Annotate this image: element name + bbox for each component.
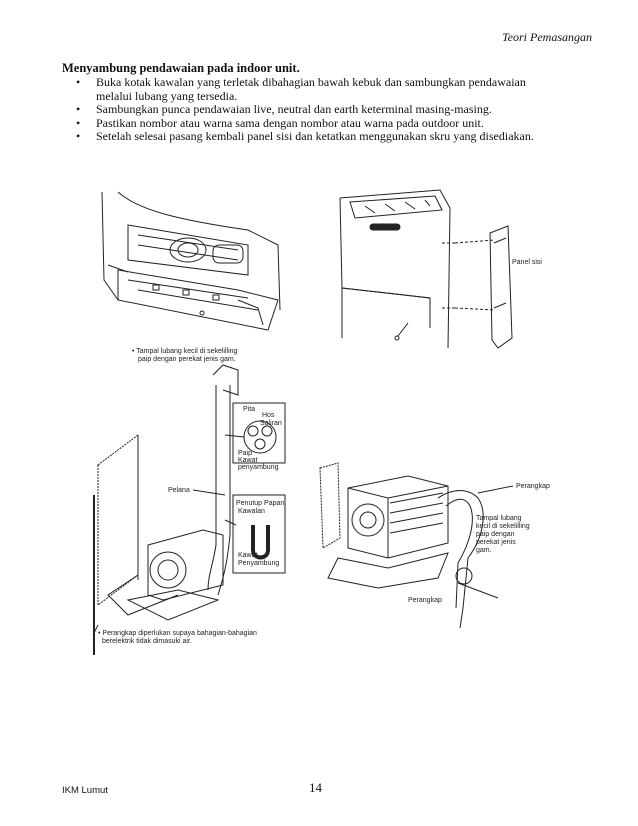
label-tampal-1: Tampal lubang xyxy=(476,515,522,522)
note-bottom-line2: berelektrik tidak dimasuki air. xyxy=(102,638,192,645)
label-kawat2: Kawat xyxy=(238,552,258,559)
label-perangkap-bottom: Perangkap xyxy=(408,597,442,604)
bullet-icon: • xyxy=(76,102,81,117)
bullet-list xyxy=(62,76,562,144)
bullet-icon: • xyxy=(76,75,81,89)
label-kawalan: Kawalan xyxy=(238,508,265,515)
outdoor-unit-piping-figure xyxy=(88,345,303,655)
label-kawat: Kawat xyxy=(238,457,258,464)
label-pelana: Pelana xyxy=(168,487,190,494)
bullet-text: Buka kotak kawalan yang terletak dibahagian bawah kebuk dan sambungkan pendawaian melalui lubang yang tersedia. xyxy=(96,75,526,103)
list-item xyxy=(62,76,562,103)
outdoor-unit-trap-figure xyxy=(318,458,563,633)
side-panel-figure xyxy=(330,188,555,358)
label-tampal-5: gam. xyxy=(476,547,492,554)
bullet-icon: • xyxy=(76,129,81,144)
footer-institution: IKM Lumut xyxy=(62,785,108,796)
header-section-name: Teori Pemasangan xyxy=(502,30,592,44)
list-item xyxy=(62,103,562,117)
page-number: 14 xyxy=(309,780,322,795)
note-top-line1: • Tampal lubang kecil di sekelilling xyxy=(132,348,238,355)
label-perangkap-top: Perangkap xyxy=(516,483,550,490)
list-item xyxy=(62,117,562,131)
label-penyambung: penyambung xyxy=(238,464,279,471)
label-penutup: Penutup Papan xyxy=(236,500,285,507)
label-saliran: Saliran xyxy=(260,420,282,427)
indoor-unit-control-box-figure xyxy=(98,190,298,340)
section-title: Menyambung pendawaian pada indoor unit. xyxy=(62,61,300,75)
label-pita: Pita xyxy=(243,406,256,413)
bullet-text: Setelah selesai pasang kembali panel sisi dan ketatkan menggunakan skru yang disediakan. xyxy=(96,129,534,144)
note-top-line2: paip dengan perekat jenis gam. xyxy=(138,356,236,363)
note-bottom-line1: • Perangkap diperlukan supaya bahagian-bahagian xyxy=(98,630,257,637)
label-penyambung2: Penyambung xyxy=(238,560,280,567)
label-tampal-4: perekat jenis xyxy=(476,539,516,546)
list-item xyxy=(62,130,562,144)
label-tampal-2: kecil di sekelilling xyxy=(476,523,530,530)
label-tampal-3: paip dengan xyxy=(476,531,515,538)
label-hos: Hos xyxy=(262,412,275,419)
bullet-text: Sambungkan punca pendawaian live, neutral dan earth keterminal masing-masing. xyxy=(96,102,492,117)
bullet-text: Pastikan nombor atau warna sama dengan nombor atau warna pada outdoor unit. xyxy=(96,115,484,130)
label-paip: Paip xyxy=(238,450,253,457)
bullet-icon: • xyxy=(76,115,81,130)
side-panel-label: Panel sisi xyxy=(512,259,542,266)
